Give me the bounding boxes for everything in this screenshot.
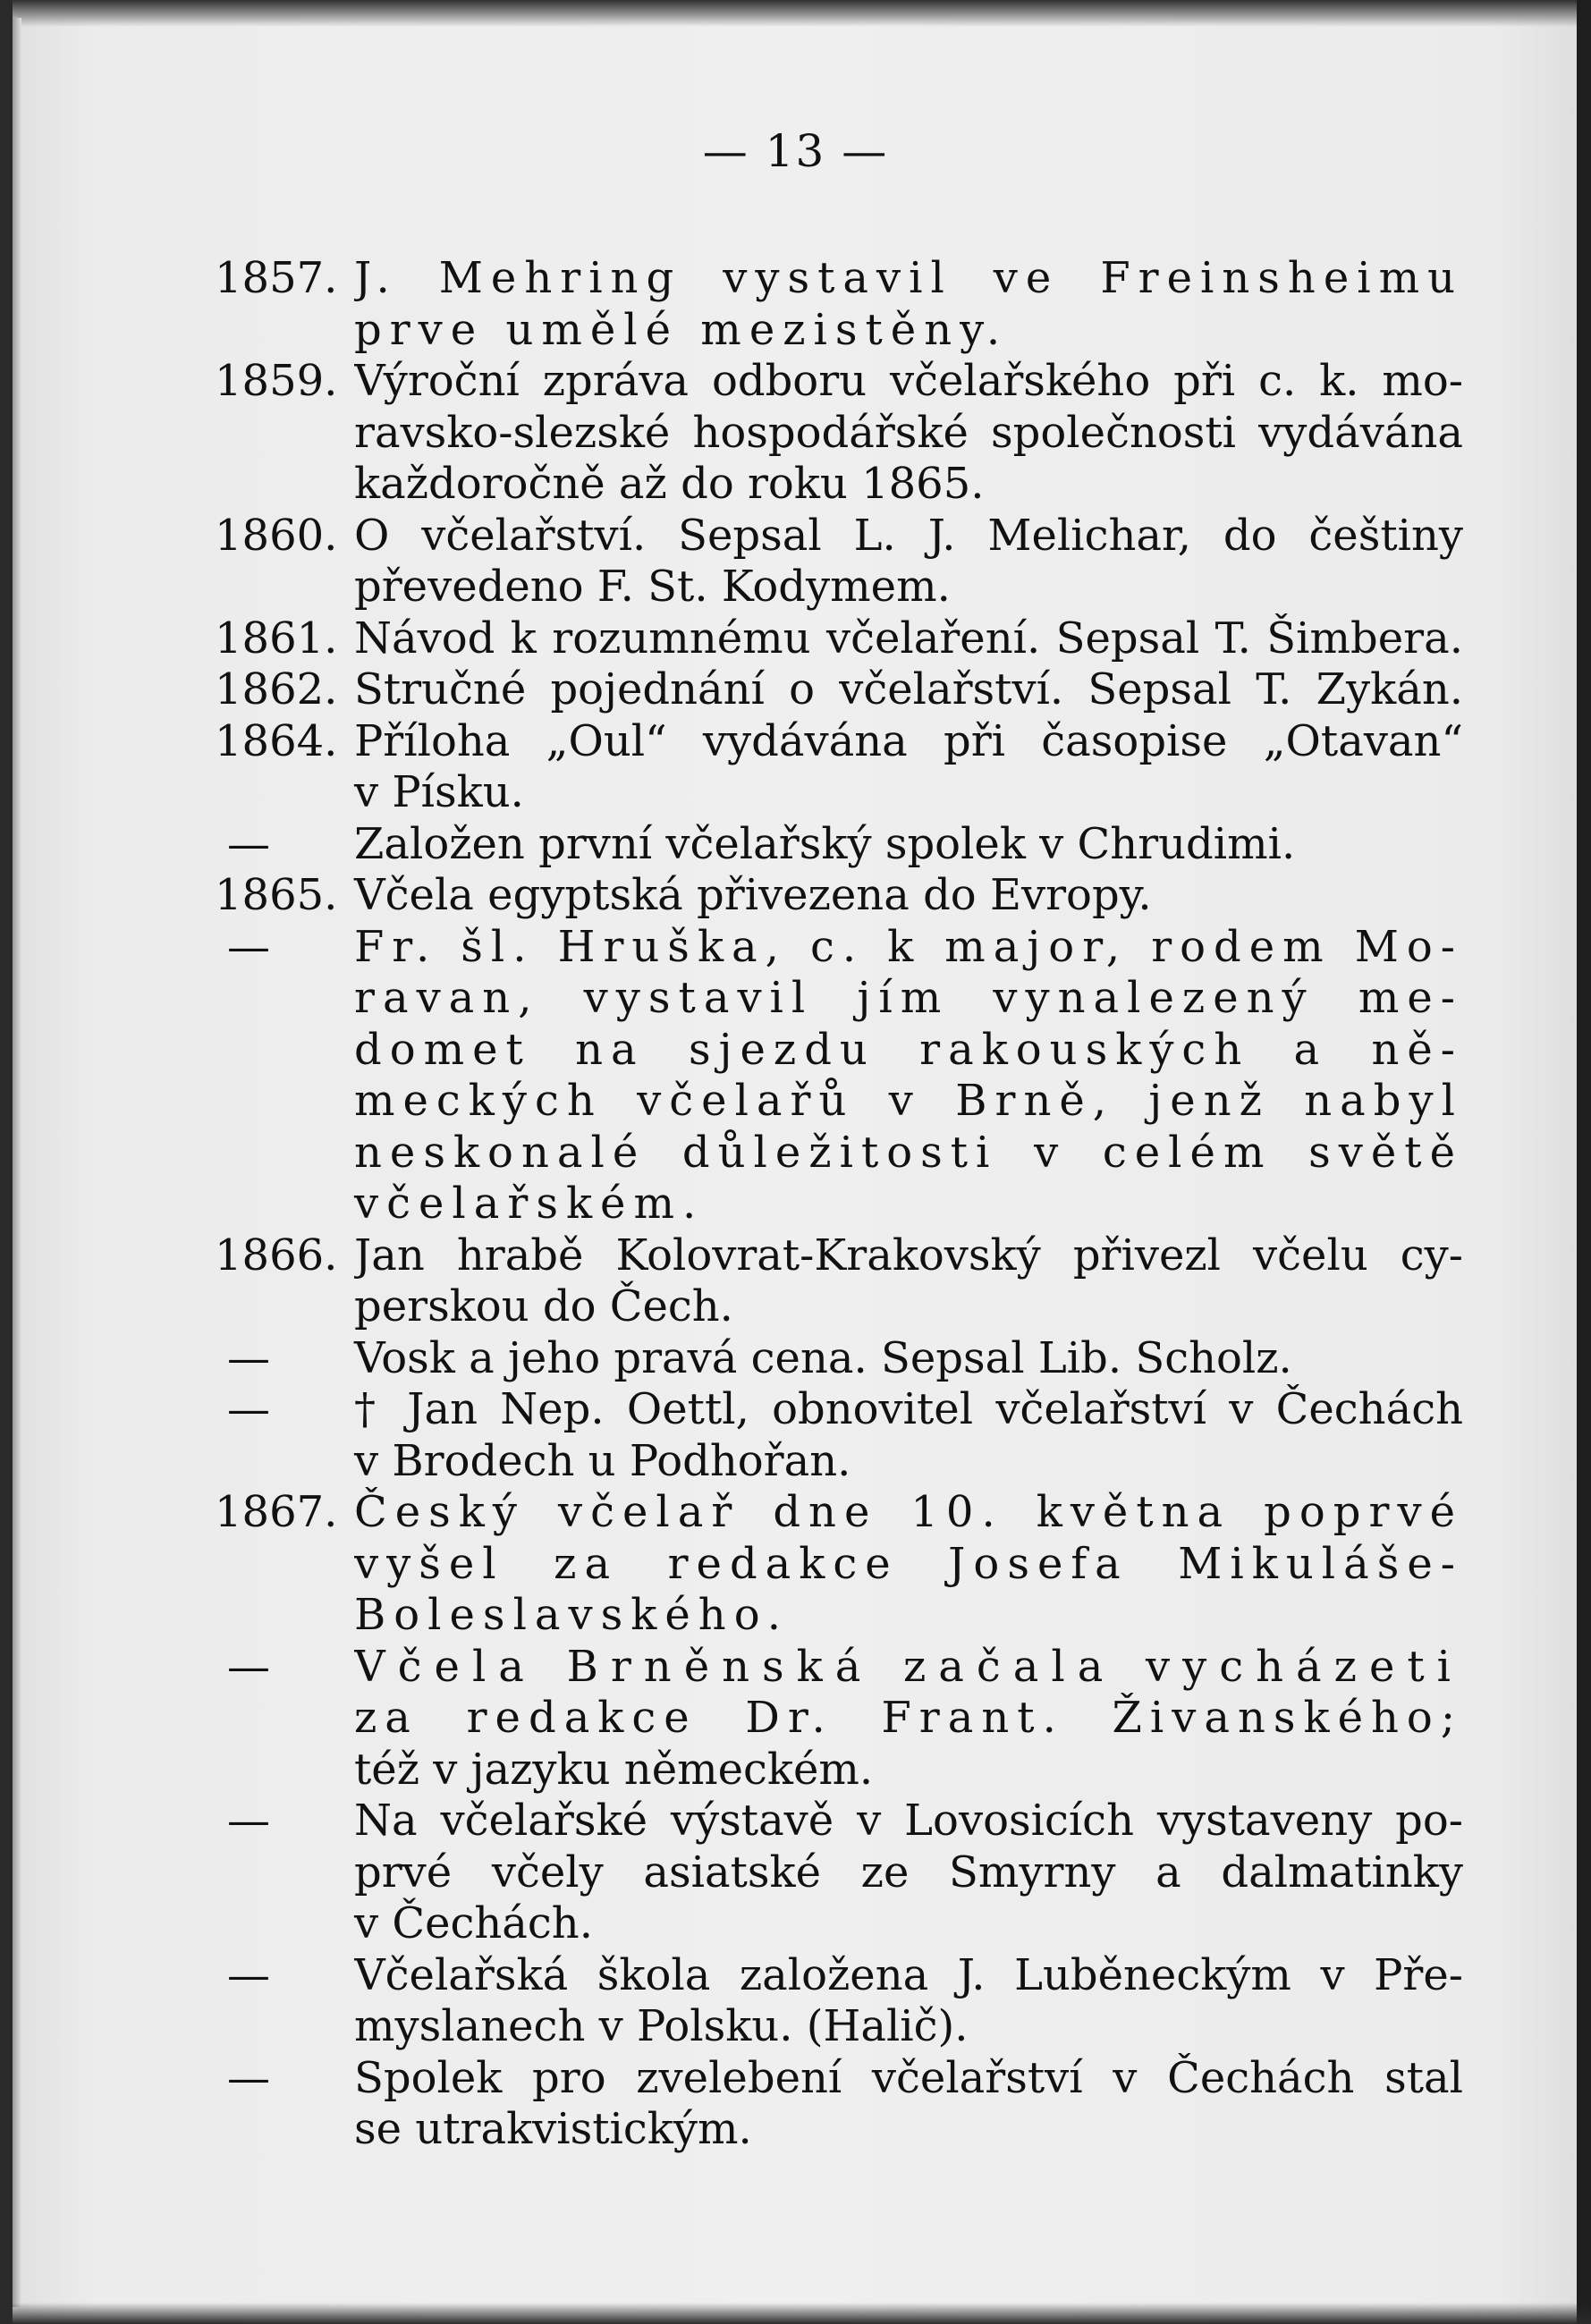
entry-dash: — — [227, 1332, 270, 1383]
entry-line: v Brodech u Podhořan. — [354, 1435, 851, 1486]
entry-dash: — — [227, 1949, 270, 2000]
entry-line: Založen první včelařský spolek v Chrudimi. — [354, 818, 1296, 869]
entry-dash: — — [227, 921, 270, 972]
entry-line: Včela Brněnská začala vycházeti — [354, 1641, 1463, 1692]
entry-text — [354, 1384, 1463, 1487]
chronology-entry — [215, 1333, 1467, 1385]
entry-line: se utrakvistickým. — [354, 2104, 752, 2154]
entry-line: v Písku. — [354, 767, 524, 817]
chronology-entry — [215, 1950, 1467, 2053]
entry-text — [354, 664, 1463, 716]
entry-dash: — — [227, 1384, 270, 1434]
entry-year: 1862. — [215, 664, 338, 714]
entry-line: za redakce Dr. Frant. Živanského; — [354, 1693, 1463, 1743]
entry-line: myslanech v Polsku. (Halič). — [354, 2001, 969, 2051]
entry-year: 1861. — [215, 613, 338, 663]
entry-dash: — — [227, 1641, 270, 1692]
entry-text — [354, 1333, 1463, 1385]
entry-dash: — — [227, 818, 270, 869]
entry-line: prve umělé mezistěny. — [354, 304, 1009, 355]
entry-year: 1867. — [215, 1487, 338, 1537]
entry-line: J. Mehring vystavil ve Freinsheimu — [354, 253, 1463, 303]
entry-line: domet na sjezdu rakouských a ně- — [354, 1024, 1463, 1075]
chronology-entry — [215, 870, 1467, 922]
page-edge-bottom — [0, 2303, 1591, 2324]
binding-shadow — [13, 18, 21, 2307]
entry-line: Fr. šl. Hruška, c. k major, rodem Mo- — [354, 921, 1463, 972]
entry-text — [354, 819, 1463, 871]
entry-year: 1857. — [215, 253, 338, 303]
entry-line: každoročně až do roku 1865. — [354, 459, 985, 509]
entry-year: 1860. — [215, 510, 338, 561]
entry-line: neskonalé důležitosti v celém světě — [354, 1127, 1463, 1178]
page-number: — 13 — — [702, 125, 889, 177]
entry-year: 1865. — [215, 870, 338, 920]
entry-line: Na včelařské výstavě v Lovosicích vystaveny po- — [354, 1796, 1463, 1846]
chronology-entry — [215, 1642, 1467, 1796]
entry-year: 1864. — [215, 715, 338, 766]
chronology-entry — [215, 1384, 1467, 1487]
entry-line: převedeno F. St. Kodymem. — [354, 562, 951, 612]
entry-line: meckých včelařů v Brně, jenž nabyl — [354, 1076, 1463, 1126]
entry-text — [354, 1950, 1463, 2053]
entry-line: perskou do Čech. — [354, 1281, 733, 1331]
entry-line: vyšel za redakce Josefa Mikuláše- — [354, 1538, 1463, 1589]
entry-line: ravan, vystavil jím vynalezený me- — [354, 973, 1463, 1023]
entry-dash: — — [227, 1796, 270, 1846]
chronology-entry — [215, 613, 1467, 665]
entry-line: Jan hrabě Kolovrat-Krakovský přivezl včelu cy- — [354, 1230, 1463, 1280]
chronology-entry — [215, 356, 1467, 511]
chronology-entry — [215, 819, 1467, 871]
entry-text — [354, 716, 1463, 819]
chronology-entry — [215, 2053, 1467, 2156]
entry-line: Boleslavského. — [354, 1590, 789, 1640]
entry-line: Výroční zpráva odboru včelařského při c. k. mo- — [354, 356, 1463, 406]
entry-line: O včelařství. Sepsal L. J. Melichar, do češtiny — [354, 510, 1463, 561]
entry-text — [354, 1230, 1463, 1333]
chronology-list — [215, 253, 1467, 2156]
entry-line: Příloha „Oul“ vydávána při časopise „Otavan“ — [354, 715, 1463, 766]
entry-line: Spolek pro zvelebení včelařství v Čechách stal — [354, 2052, 1463, 2103]
entry-line: též v jazyku německém. — [354, 1744, 874, 1795]
page-edge-top — [0, 0, 1591, 27]
entry-text — [354, 511, 1463, 613]
entry-line: Stručné pojednání o včelařství. Sepsal T. Zykán. — [354, 664, 1463, 714]
chronology-entry — [215, 664, 1467, 716]
page-edge-right — [1577, 0, 1591, 2324]
entry-line: v Čechách. — [354, 1898, 593, 1948]
entry-line: † Jan Nep. Oettl, obnovitel včelařství v Čechách — [354, 1384, 1463, 1434]
entry-line: prvé včely asiatské ze Smyrny a dalmatinky — [354, 1847, 1463, 1897]
chronology-entry — [215, 1796, 1467, 1950]
chronology-entry — [215, 716, 1467, 819]
entry-year: 1859. — [215, 356, 338, 406]
entry-text — [354, 922, 1463, 1230]
entry-line: Vosk a jeho pravá cena. Sepsal Lib. Scholz. — [354, 1332, 1292, 1383]
entry-line: včelařském. — [354, 1179, 705, 1229]
chronology-entry — [215, 1230, 1467, 1333]
entry-line: Český včelař dne 10. května poprvé — [354, 1487, 1463, 1537]
entry-text — [354, 1796, 1463, 1950]
entry-line: Včelařská škola založena J. Luběneckým v Pře- — [354, 1949, 1463, 2000]
entry-line: ravsko-slezské hospodářské společnosti vydávána — [354, 407, 1463, 458]
chronology-entry — [215, 1487, 1467, 1642]
entry-text — [354, 613, 1463, 665]
chronology-entry — [215, 922, 1467, 1230]
page-edge-left — [0, 0, 13, 2324]
entry-dash: — — [227, 2052, 270, 2103]
chronology-entry — [215, 511, 1467, 613]
entry-text — [354, 253, 1463, 356]
entry-year: 1866. — [215, 1230, 338, 1280]
entry-text — [354, 1642, 1463, 1796]
entry-text — [354, 870, 1463, 922]
entry-line: Včela egyptská přivezena do Evropy. — [354, 870, 1152, 920]
entry-text — [354, 1487, 1463, 1642]
entry-line: Návod k rozumnému včelaření. Sepsal T. Šimbera. — [354, 613, 1463, 663]
entry-text — [354, 356, 1463, 511]
entry-text — [354, 2053, 1463, 2156]
chronology-entry — [215, 253, 1467, 356]
